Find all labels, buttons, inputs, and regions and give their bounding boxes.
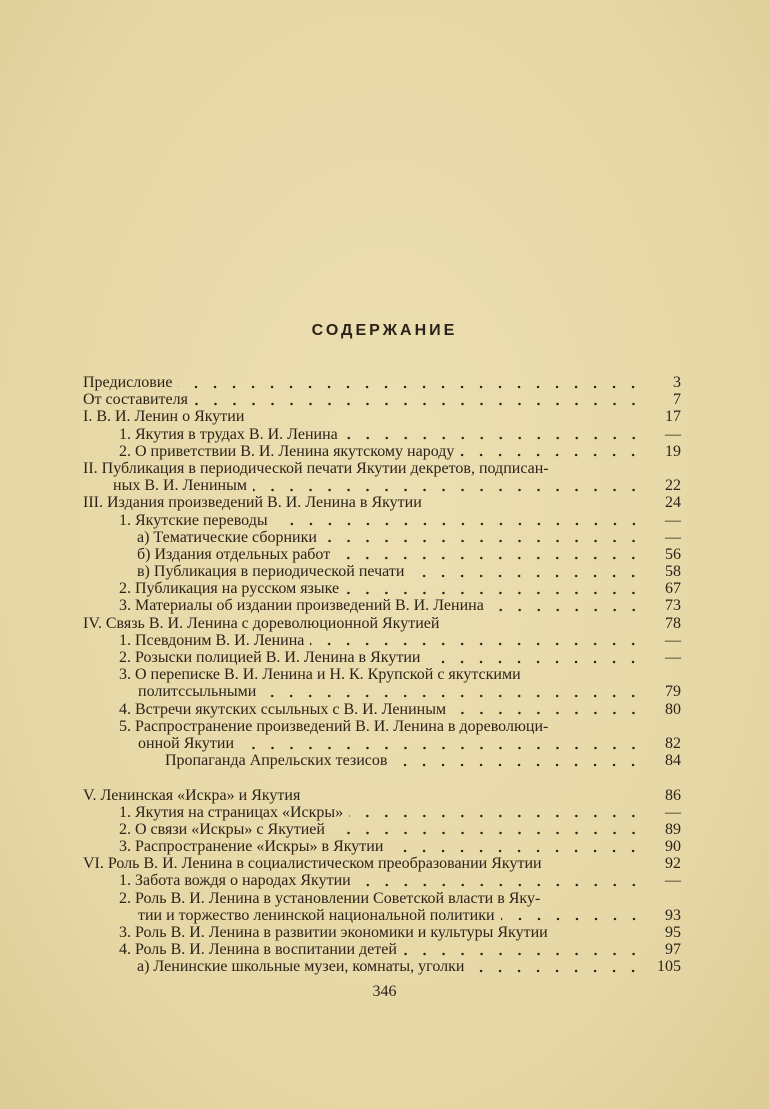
toc-entry bbox=[83, 426, 681, 443]
toc-entry bbox=[83, 374, 681, 391]
toc-entry bbox=[83, 615, 681, 632]
toc-entry bbox=[83, 546, 681, 563]
toc-entry-title: 3. Роль В. И. Ленина в развитии экономики и культуры Якутии bbox=[119, 924, 548, 941]
dot-leader bbox=[501, 917, 643, 921]
dot-leader bbox=[262, 694, 643, 698]
toc-entry-title: 1. Якутия на страницах «Искры» bbox=[119, 803, 344, 821]
toc-line bbox=[83, 872, 681, 889]
toc-page-number: 80 bbox=[665, 700, 681, 718]
toc-line bbox=[83, 597, 681, 614]
toc-entry bbox=[83, 787, 681, 804]
toc-entry bbox=[83, 855, 681, 872]
dot-leader bbox=[253, 488, 643, 492]
toc-entry-title: II. Публикация в периодической печати Якутии декретов, подписан- bbox=[83, 459, 549, 477]
toc-entry bbox=[83, 958, 681, 975]
dot-leader bbox=[323, 539, 643, 543]
toc-entry-title: От составителя bbox=[83, 391, 188, 409]
toc-line bbox=[83, 374, 681, 391]
toc-line bbox=[83, 408, 681, 425]
toc-entry-title: политссыльными bbox=[138, 683, 257, 701]
toc-entry bbox=[83, 391, 681, 408]
toc-entry bbox=[83, 563, 681, 580]
toc-entry-title: 3. Материалы об издании произведений В. И. Ленина bbox=[119, 597, 484, 615]
toc-entry bbox=[83, 460, 681, 494]
toc-entry bbox=[83, 924, 681, 941]
dot-leader bbox=[310, 642, 643, 646]
toc-entry-title: III. Издания произведений В. И. Ленина в Якутии bbox=[83, 494, 422, 512]
toc-line bbox=[83, 477, 681, 494]
dot-leader bbox=[336, 556, 643, 560]
dot-leader bbox=[357, 883, 643, 887]
toc-line bbox=[83, 735, 681, 752]
toc-entry bbox=[83, 443, 681, 460]
toc-page-number: — bbox=[665, 425, 681, 443]
toc-entry-title: а) Тематические сборники bbox=[137, 528, 317, 546]
toc-entry-title: V. Ленинская «Искра» и Якутия bbox=[83, 786, 301, 804]
toc-entry-title: ных В. И. Лениным bbox=[113, 477, 247, 495]
toc-entry-title: а) Ленинские школьные музеи, комнаты, уголки bbox=[137, 958, 465, 976]
toc-entry bbox=[83, 494, 681, 511]
toc-line bbox=[83, 855, 681, 872]
toc-page-number: 93 bbox=[665, 906, 681, 924]
dot-leader bbox=[393, 763, 643, 767]
page-title: СОДЕРЖАНИЕ bbox=[311, 322, 458, 339]
toc-page-number: 56 bbox=[665, 545, 681, 563]
toc-line bbox=[83, 563, 681, 580]
toc-line bbox=[83, 958, 681, 975]
dot-leader bbox=[490, 608, 643, 612]
toc-line bbox=[83, 907, 681, 924]
toc-entry-title: IV. Связь В. И. Ленина с дореволюционной Якутией bbox=[83, 614, 440, 632]
toc-entry-title: 2. Розыски полицией В. И. Ленина в Якутии bbox=[119, 649, 421, 666]
dot-leader bbox=[344, 436, 643, 440]
toc-entry-title: I. В. И. Ленин о Якутии bbox=[83, 408, 245, 426]
toc-line bbox=[83, 838, 681, 855]
toc-page-number: 78 bbox=[665, 614, 681, 632]
toc-line bbox=[83, 494, 681, 511]
toc-page-number: 89 bbox=[665, 820, 681, 838]
toc-line bbox=[83, 546, 681, 563]
toc-page-number: — bbox=[665, 649, 681, 666]
toc-entry-title: 3. Распространение «Искры» в Якутии bbox=[119, 838, 384, 856]
toc-line bbox=[83, 529, 681, 546]
toc-entry bbox=[83, 804, 681, 821]
toc-page-number: 79 bbox=[665, 683, 681, 701]
toc-page-number: 97 bbox=[665, 941, 681, 959]
toc-entry-title: 2. Роль В. И. Ленина в установлении Советской власти в Яку- bbox=[119, 889, 541, 907]
dot-leader bbox=[194, 402, 643, 406]
toc-entry-title: в) Публикация в периодической печати bbox=[137, 563, 405, 581]
dot-leader bbox=[331, 831, 643, 835]
toc-entry-title: Предисловие bbox=[83, 374, 173, 391]
dot-leader bbox=[240, 746, 643, 750]
dot-leader bbox=[470, 969, 643, 973]
toc-page-number: 3 bbox=[673, 374, 681, 391]
toc-page-number: 95 bbox=[665, 924, 681, 941]
toc-entry-title: VI. Роль В. И. Ленина в социалистическом преобразовании Якутии bbox=[83, 855, 542, 873]
toc-page-number: 19 bbox=[665, 442, 681, 460]
toc-page-number: — bbox=[665, 803, 681, 821]
toc-line bbox=[83, 580, 681, 597]
toc-page-number: — bbox=[665, 528, 681, 546]
toc-entry-title: 2. О связи «Искры» с Якутией bbox=[119, 820, 325, 838]
toc-entry-title: 2. О приветствии В. И. Ленина якутскому народу bbox=[119, 442, 455, 460]
toc-page-number: 7 bbox=[673, 391, 681, 409]
toc-line bbox=[83, 512, 681, 529]
toc-line bbox=[83, 426, 681, 443]
dot-leader bbox=[426, 660, 643, 664]
toc-page-number: 105 bbox=[657, 958, 681, 976]
toc-entry-title: 1. Псевдоним В. И. Ленина bbox=[119, 631, 305, 649]
dot-leader bbox=[403, 952, 643, 956]
toc-line bbox=[83, 890, 681, 907]
toc-line bbox=[83, 666, 681, 683]
toc-line bbox=[83, 787, 681, 804]
toc-line bbox=[83, 615, 681, 632]
toc-line bbox=[83, 924, 681, 941]
toc-line bbox=[83, 443, 681, 460]
toc-entry bbox=[83, 941, 681, 958]
toc-page-number: — bbox=[665, 872, 681, 890]
toc-page-number: 92 bbox=[665, 855, 681, 873]
toc-line bbox=[83, 804, 681, 821]
toc-entry-title: онной Якутии bbox=[138, 734, 235, 752]
dot-leader bbox=[452, 711, 643, 715]
toc-entry bbox=[83, 890, 681, 924]
toc-entry-title: 4. Встречи якутских ссыльных с В. И. Лениным bbox=[119, 700, 447, 718]
toc-line bbox=[83, 752, 681, 769]
toc-entry-title: 1. Якутские переводы bbox=[119, 511, 268, 529]
toc-entry bbox=[83, 408, 681, 425]
toc-entry-title: 5. Распространение произведений В. И. Ленина в дореволюци- bbox=[119, 717, 549, 735]
toc-line bbox=[83, 718, 681, 735]
dot-leader bbox=[349, 814, 643, 818]
toc-line bbox=[83, 391, 681, 408]
dot-leader bbox=[389, 849, 643, 853]
toc-entry bbox=[83, 649, 681, 666]
toc-page-number: 84 bbox=[665, 752, 681, 770]
dot-leader bbox=[345, 591, 643, 595]
toc-page-number: 67 bbox=[665, 580, 681, 598]
toc-entry bbox=[83, 597, 681, 614]
toc-entry-title: б) Издания отдельных работ bbox=[137, 545, 331, 563]
toc-entry bbox=[83, 718, 681, 752]
toc-page-number: — bbox=[665, 631, 681, 649]
toc-line bbox=[83, 941, 681, 958]
toc-entry-title: 1. Забота вождя о народах Якутии bbox=[119, 872, 351, 890]
dot-leader bbox=[178, 385, 643, 389]
toc-page-number: 90 bbox=[665, 838, 681, 856]
toc-entry bbox=[83, 529, 681, 546]
dot-leader bbox=[274, 522, 643, 526]
toc-page-number: 17 bbox=[665, 408, 681, 426]
page-number: 346 bbox=[372, 983, 397, 1000]
toc-entry bbox=[83, 838, 681, 855]
toc-entry-title: 1. Якутия в трудах В. И. Ленина bbox=[119, 425, 338, 443]
toc-line bbox=[83, 701, 681, 718]
dot-leader bbox=[460, 453, 643, 457]
toc-entry-title: тии и торжество ленинской национальной политики bbox=[138, 906, 495, 924]
toc-page-number: 86 bbox=[665, 786, 681, 804]
toc-page-number: 58 bbox=[665, 563, 681, 581]
toc-line bbox=[83, 460, 681, 477]
toc-entry bbox=[83, 701, 681, 718]
dot-leader bbox=[410, 574, 643, 578]
toc-page-number: 73 bbox=[665, 597, 681, 615]
table-of-contents bbox=[83, 374, 681, 976]
toc-entry bbox=[83, 821, 681, 838]
toc-page-number: — bbox=[665, 511, 681, 529]
toc-page-number: 82 bbox=[665, 734, 681, 752]
toc-entry-title: 3. О переписке В. И. Ленина и Н. К. Крупской с якутскими bbox=[119, 666, 521, 684]
toc-entry bbox=[83, 666, 681, 700]
toc-entry-title: 2. Публикация на русском языке bbox=[119, 580, 340, 598]
toc-entry-title: Пропаганда Апрельских тезисов bbox=[165, 752, 388, 770]
toc-page-number: 22 bbox=[665, 477, 681, 495]
toc-line bbox=[83, 821, 681, 838]
toc-entry bbox=[83, 872, 681, 889]
toc-entry bbox=[83, 512, 681, 529]
section-gap bbox=[83, 769, 681, 786]
toc-entry bbox=[83, 580, 681, 597]
toc-line bbox=[83, 649, 681, 666]
toc-page-number: 24 bbox=[665, 494, 681, 512]
toc-line bbox=[83, 632, 681, 649]
toc-line bbox=[83, 683, 681, 700]
toc-entry bbox=[83, 632, 681, 649]
toc-entry bbox=[83, 752, 681, 769]
toc-entry-title: 4. Роль В. И. Ленина в воспитании детей bbox=[119, 941, 397, 959]
